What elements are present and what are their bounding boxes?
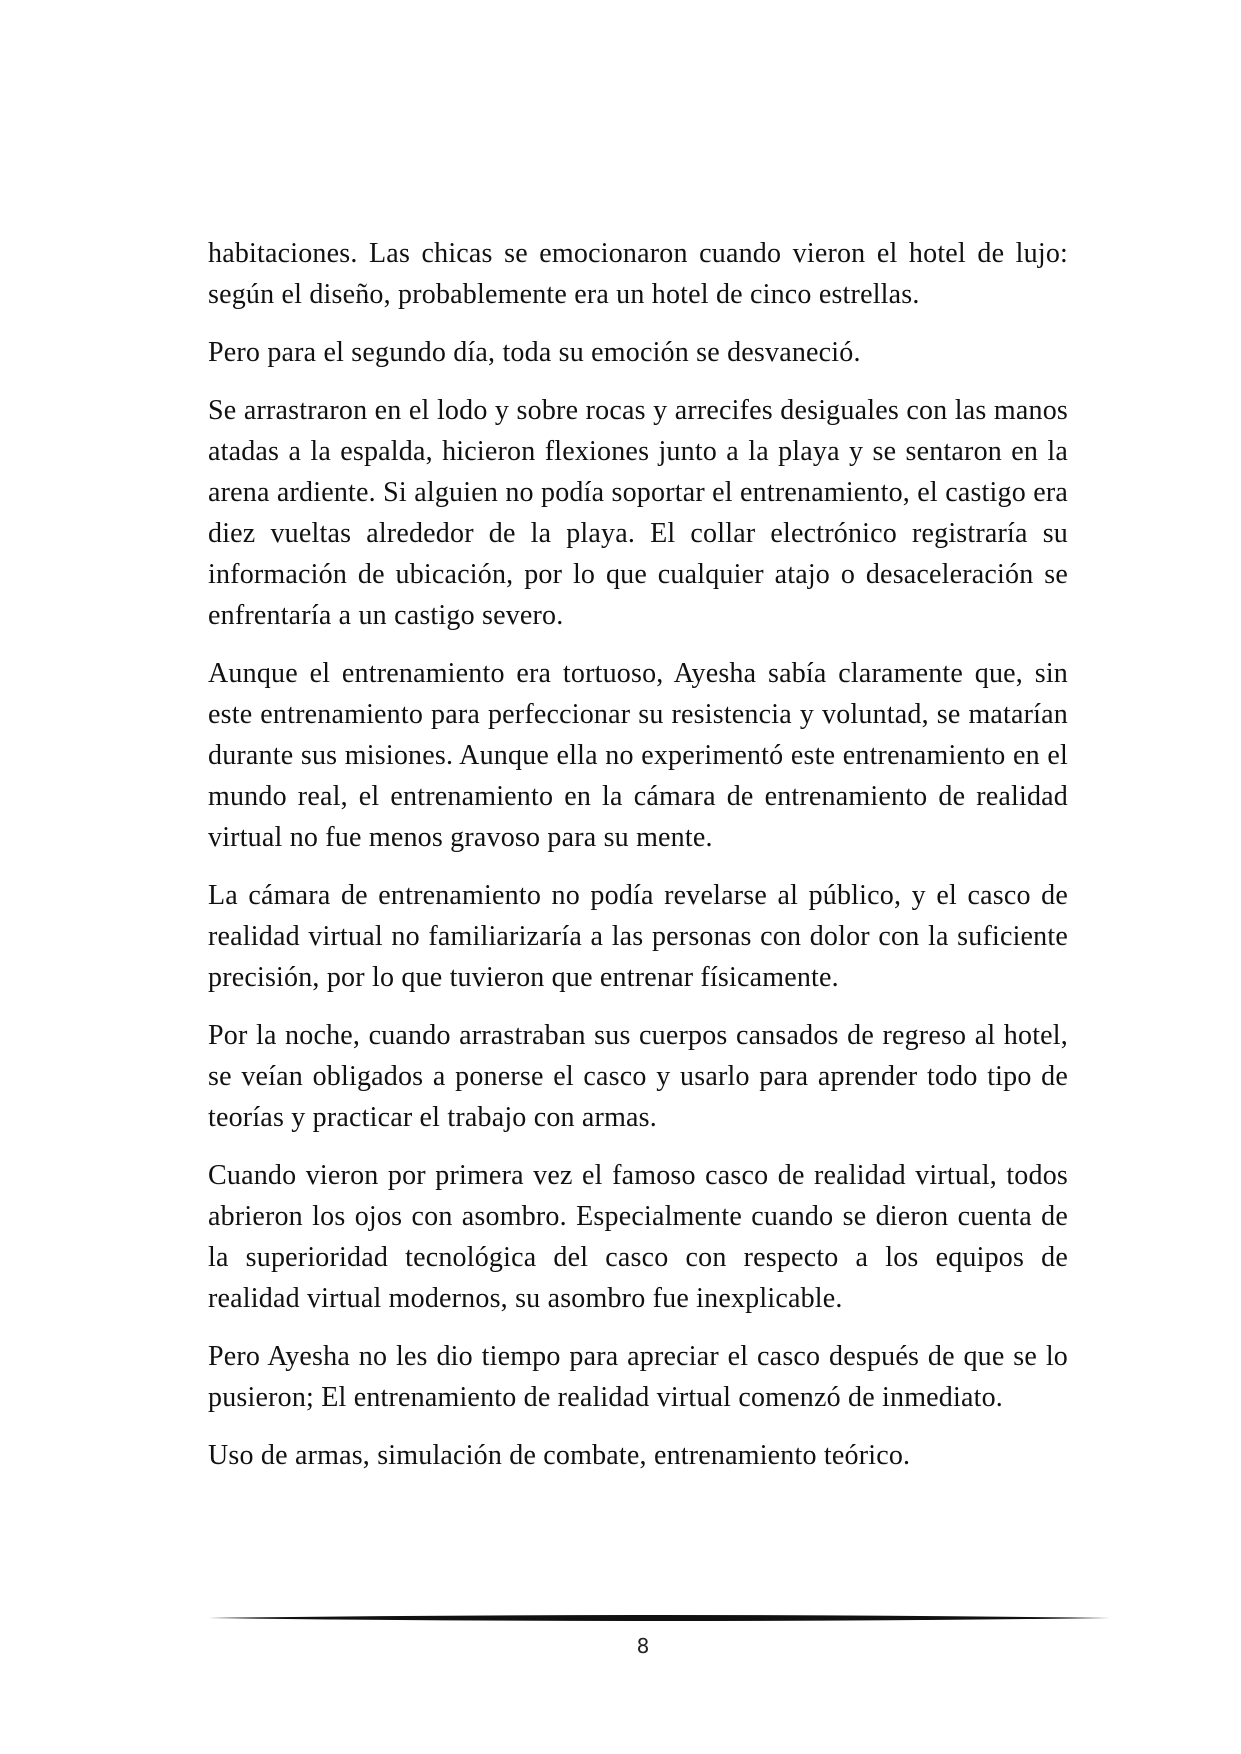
paragraph: Se arrastraron en el lodo y sobre rocas y arrecifes desiguales con las manos atadas a la espalda, hicieron flexiones junto a la playa y se sentaron en la arena ardiente. Si alguien no podía soportar el entrenamiento, el castigo era diez vueltas alrededor de la playa. El collar electrónico registraría su información de ubicación, por lo que cualquier atajo o desaceleración se enfrentaría a un castigo severo.: [208, 395, 1068, 631]
paragraph: Por la noche, cuando arrastraban sus cuerpos cansados de regreso al hotel, se veían obligados a ponerse el casco y usarlo para aprender todo tipo de teorías y practicar el trabajo con armas.: [208, 1020, 1068, 1133]
page-number: 8: [636, 1634, 650, 1658]
paragraph: Pero para el segundo día, toda su emoción se desvaneció.: [208, 337, 861, 368]
page-body: [208, 233, 1068, 1493]
footer-divider: [208, 1613, 1110, 1623]
paragraph: habitaciones. Las chicas se emocionaron cuando vieron el hotel de lujo: según el diseño, probablemente era un hotel de cinco estrellas.: [208, 238, 1068, 310]
paragraph: La cámara de entrenamiento no podía revelarse al público, y el casco de realidad virtual no familiarizaría a las personas con dolor con la suficiente precisión, por lo que tuvieron que entrenar físicamente.: [208, 880, 1068, 993]
paragraph: Uso de armas, simulación de combate, entrenamiento teórico.: [208, 1440, 911, 1471]
paragraph: Cuando vieron por primera vez el famoso casco de realidad virtual, todos abrieron los ojos con asombro. Especialmente cuando se dieron cuenta de la superioridad tecnológica del casco con respecto a los equipos de realidad virtual modernos, su asombro fue inexplicable.: [208, 1160, 1068, 1314]
paragraph: Aunque el entrenamiento era tortuoso, Ayesha sabía claramente que, sin este entrenamiento para perfeccionar su resistencia y voluntad, se matarían durante sus misiones. Aunque ella no experimentó este entrenamiento en el mundo real, el entrenamiento en la cámara de entrenamiento de realidad virtual no fue menos gravoso para su mente.: [208, 658, 1068, 853]
paragraph: Pero Ayesha no les dio tiempo para apreciar el casco después de que se lo pusieron; El entrenamiento de realidad virtual comenzó de inmediato.: [208, 1341, 1068, 1413]
